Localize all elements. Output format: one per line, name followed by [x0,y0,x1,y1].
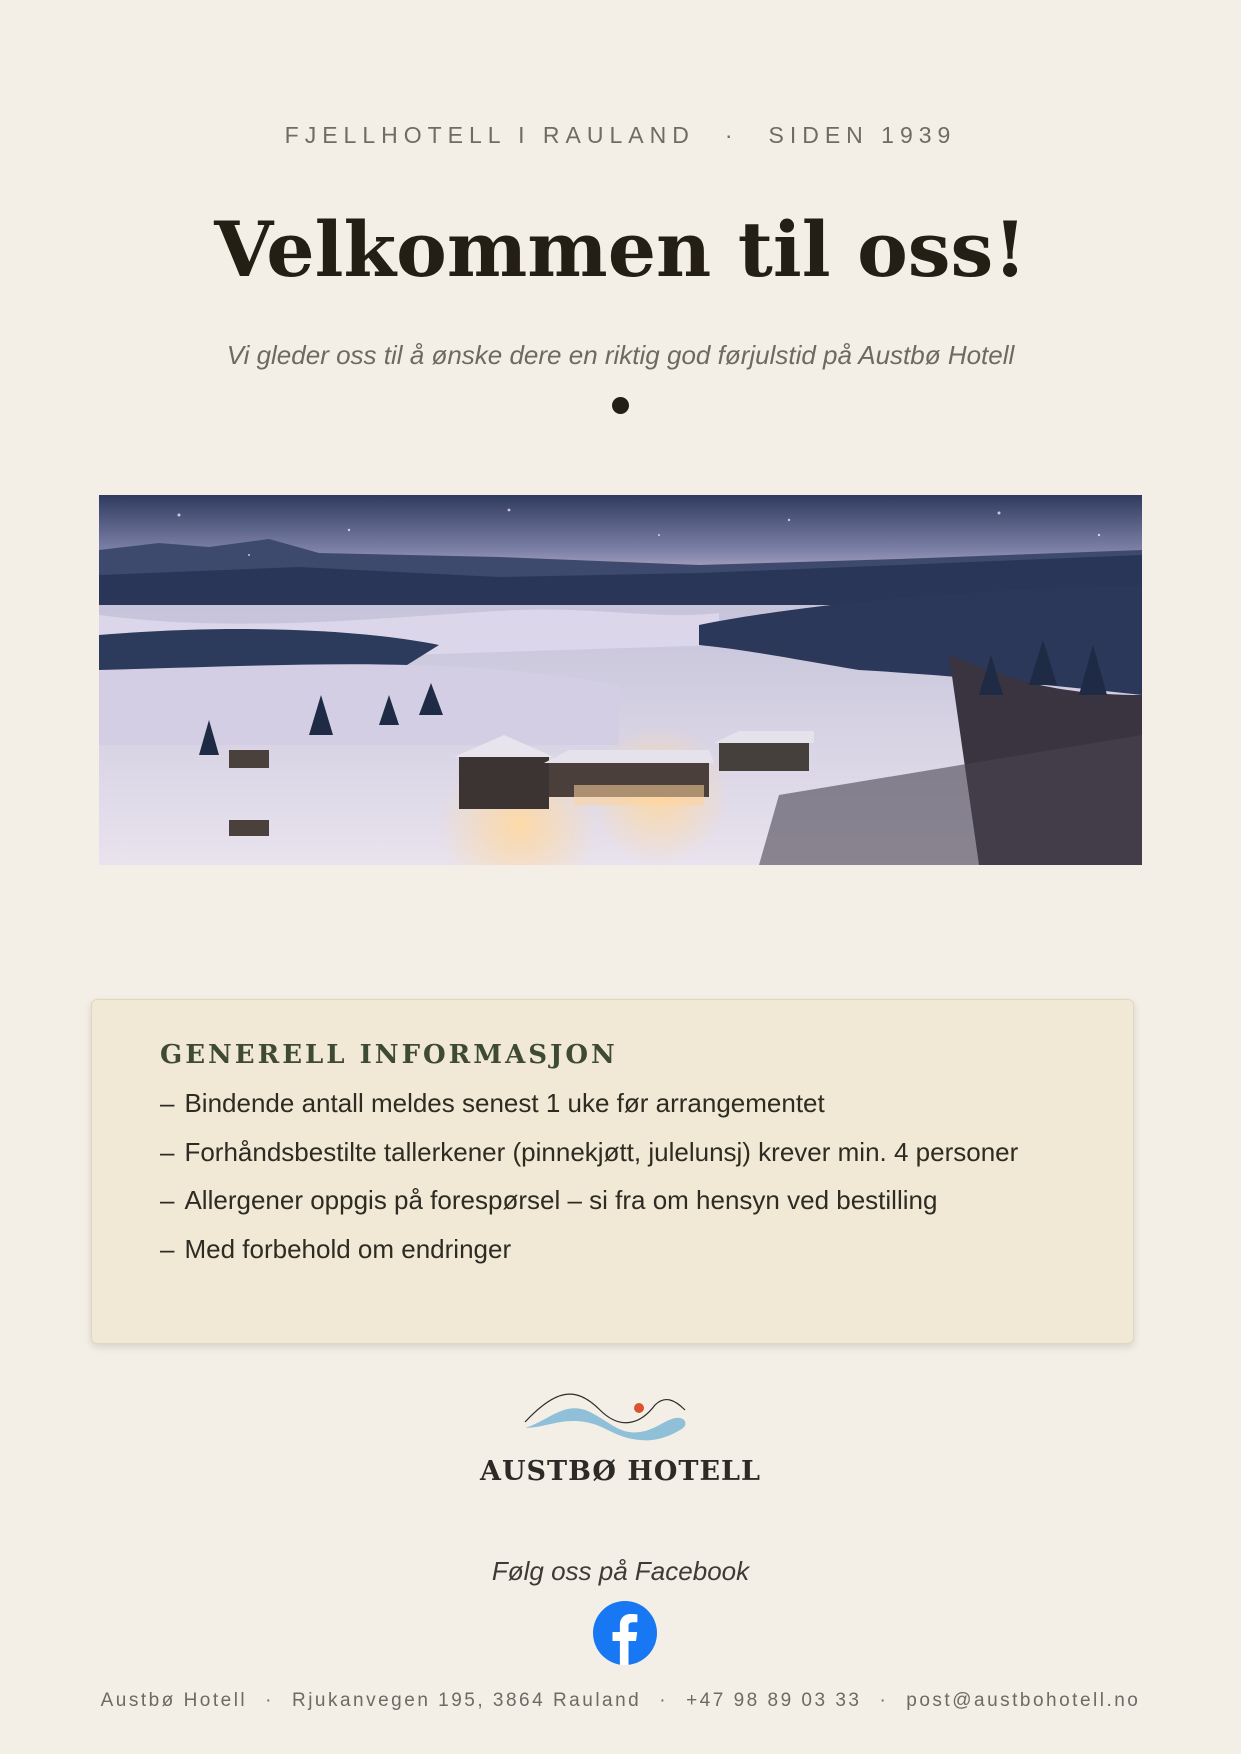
tagline-left: FJELLHOTELL I RAULAND [284,122,695,148]
list-item [160,1185,1018,1234]
info-box [91,999,1134,1344]
list-item-text: Forhåndsbestilte tallerkener (pinnekjøtt, julelunsj) krever min. 4 personer [184,1136,1019,1167]
list-item-text: Bindende antall meldes senest 1 uke før arrangementet [184,1088,825,1118]
footer-separator: · [659,1690,669,1711]
info-list [160,1088,1018,1282]
dash: – [160,1233,175,1264]
tagline-right: SIDEN 1939 [768,122,957,148]
dash: – [160,1185,175,1215]
footer-name: Austbø Hotell [100,1690,248,1711]
facebook-icon[interactable] [593,1601,657,1665]
dash: – [160,1088,175,1118]
dash: – [160,1136,175,1167]
info-title: GENERELL INFORMASJON [160,1040,618,1070]
footer-email[interactable]: post@austbohotell.no [906,1690,1141,1711]
footer-phone[interactable]: +47 98 89 03 33 [686,1690,862,1711]
list-item-text: Med forbehold om endringer [184,1233,512,1264]
page-title: Velkommen til oss! [214,205,1027,294]
footer [0,1690,1241,1712]
facebook-follow-text: Følg oss på Facebook [491,1556,750,1586]
tagline [0,122,1241,149]
list-item [160,1234,1018,1283]
list-item [160,1137,1018,1186]
hotel-logo-name: AUSTBØ HOTELL [480,1456,761,1487]
list-item-text: Allergener oppgis på forespørsel – si fra om hensyn ved bestilling [184,1185,938,1215]
footer-separator: · [879,1690,889,1711]
footer-separator: · [265,1690,274,1711]
hero-image-winter-hotel [99,495,1142,865]
list-item [160,1088,1018,1137]
page-subtitle: Vi gleder oss til å ønske dere en riktig god førjulstid på Austbø Hotell [226,340,1015,370]
decorative-dot [612,397,629,414]
footer-address: Rjukanvegen 195, 3864 Rauland [291,1690,642,1711]
tagline-separator: · [724,122,739,148]
